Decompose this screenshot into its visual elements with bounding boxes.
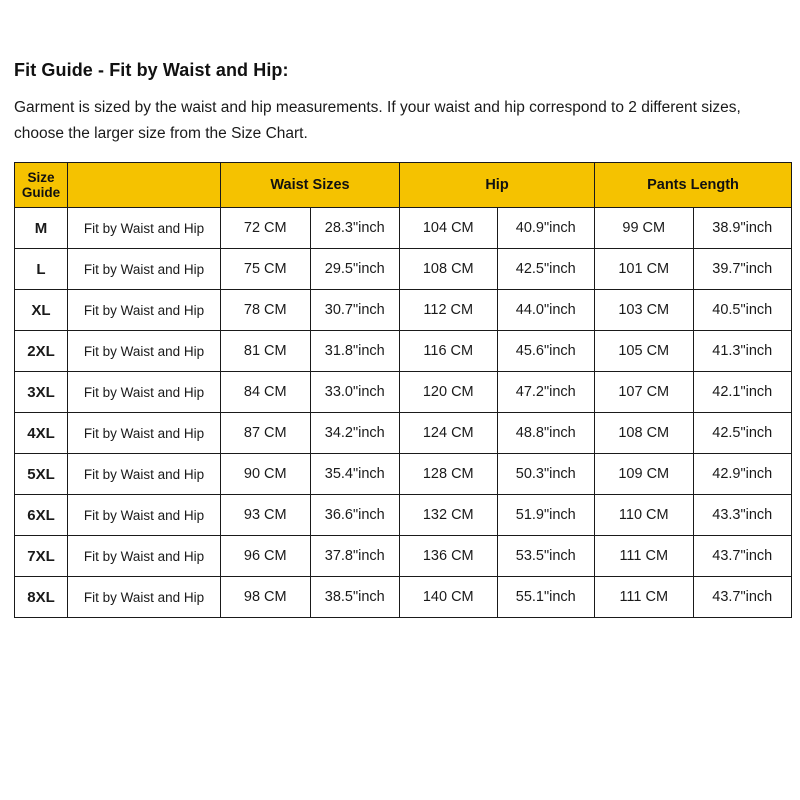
table-row	[15, 413, 792, 454]
cell-length	[595, 249, 792, 290]
cell-hip-inch: 42.5"inch	[515, 261, 576, 278]
cell-hip	[400, 372, 595, 413]
cell-length-inch: 42.9"inch	[712, 466, 773, 483]
cell-fit-description: Fit by Waist and Hip	[68, 577, 221, 618]
cell-size: 2XL	[15, 331, 68, 372]
cell-length-inch: 42.1"inch	[712, 384, 773, 401]
header-blank	[68, 163, 221, 208]
cell-length	[595, 536, 792, 577]
table-row	[15, 495, 792, 536]
header-hip: Hip	[400, 163, 595, 208]
cell-size: L	[15, 249, 68, 290]
cell-hip-cm: 140 CM	[400, 577, 498, 617]
cell-waist	[221, 331, 400, 372]
cell-length-cm: 110 CM	[595, 495, 694, 535]
cell-length-inch: 40.5"inch	[712, 302, 773, 319]
cell-waist-inch: 35.4"inch	[324, 466, 385, 483]
cell-size: 7XL	[15, 536, 68, 577]
cell-hip-cm: 136 CM	[400, 536, 498, 576]
cell-waist	[221, 249, 400, 290]
cell-length-cm: 111 CM	[595, 577, 694, 617]
table-row	[15, 290, 792, 331]
cell-hip	[400, 577, 595, 618]
cell-hip	[400, 454, 595, 495]
table-row	[15, 208, 792, 249]
cell-length-inch: 42.5"inch	[712, 425, 773, 442]
cell-length	[595, 454, 792, 495]
cell-waist	[221, 454, 400, 495]
cell-size: 6XL	[15, 495, 68, 536]
cell-length-cm: 101 CM	[595, 249, 694, 289]
cell-waist-inch: 33.0"inch	[324, 384, 385, 401]
cell-fit-description: Fit by Waist and Hip	[68, 495, 221, 536]
cell-length-cm: 105 CM	[595, 331, 694, 371]
cell-length	[595, 290, 792, 331]
cell-waist-cm: 93 CM	[221, 495, 311, 535]
cell-hip-cm: 112 CM	[400, 290, 498, 330]
cell-fit-description: Fit by Waist and Hip	[68, 413, 221, 454]
cell-hip-cm: 124 CM	[400, 413, 498, 453]
table-row	[15, 372, 792, 413]
cell-size: 8XL	[15, 577, 68, 618]
cell-size: 5XL	[15, 454, 68, 495]
cell-waist-cm: 96 CM	[221, 536, 311, 576]
cell-length	[595, 495, 792, 536]
cell-fit-description: Fit by Waist and Hip	[68, 372, 221, 413]
cell-hip-cm: 108 CM	[400, 249, 498, 289]
cell-length-inch: 38.9"inch	[712, 220, 773, 237]
cell-waist-cm: 84 CM	[221, 372, 311, 412]
cell-length-cm: 108 CM	[595, 413, 694, 453]
cell-waist	[221, 290, 400, 331]
cell-length-inch: 39.7"inch	[712, 261, 773, 278]
size-chart-table	[14, 162, 792, 618]
cell-hip-inch: 47.2"inch	[515, 384, 576, 401]
cell-waist-cm: 90 CM	[221, 454, 311, 494]
cell-waist	[221, 208, 400, 249]
cell-length-inch: 43.7"inch	[712, 589, 773, 606]
cell-length-cm: 107 CM	[595, 372, 694, 412]
header-size-guide: Size Guide	[15, 163, 68, 208]
cell-waist-cm: 98 CM	[221, 577, 311, 617]
header-pants-length: Pants Length	[595, 163, 792, 208]
cell-fit-description: Fit by Waist and Hip	[68, 536, 221, 577]
cell-length-inch: 43.3"inch	[712, 507, 773, 524]
cell-hip-cm: 116 CM	[400, 331, 498, 371]
cell-fit-description: Fit by Waist and Hip	[68, 331, 221, 372]
cell-hip-inch: 51.9"inch	[515, 507, 576, 524]
cell-length-cm: 109 CM	[595, 454, 694, 494]
cell-size: M	[15, 208, 68, 249]
cell-length-cm: 103 CM	[595, 290, 694, 330]
cell-hip	[400, 413, 595, 454]
cell-hip-cm: 132 CM	[400, 495, 498, 535]
cell-waist-inch: 30.7"inch	[324, 302, 385, 319]
cell-waist-cm: 72 CM	[221, 208, 311, 248]
cell-length-cm: 111 CM	[595, 536, 694, 576]
cell-waist-inch: 28.3"inch	[324, 220, 385, 237]
cell-waist-inch: 34.2"inch	[324, 425, 385, 442]
intro-paragraph: Garment is sized by the waist and hip measurements. If your waist and hip correspond to 2 different sizes, choose the larger size from the Size Chart.	[14, 99, 741, 142]
cell-waist-inch: 38.5"inch	[324, 589, 385, 606]
cell-length	[595, 413, 792, 454]
cell-waist	[221, 577, 400, 618]
cell-hip-cm: 128 CM	[400, 454, 498, 494]
cell-hip	[400, 208, 595, 249]
cell-hip-inch: 44.0"inch	[515, 302, 576, 319]
cell-length	[595, 208, 792, 249]
cell-hip-inch: 55.1"inch	[515, 589, 576, 606]
cell-waist-inch: 37.8"inch	[324, 548, 385, 565]
cell-size: 3XL	[15, 372, 68, 413]
cell-waist-cm: 87 CM	[221, 413, 311, 453]
cell-length	[595, 577, 792, 618]
table-row	[15, 536, 792, 577]
cell-hip	[400, 536, 595, 577]
table-row	[15, 577, 792, 618]
cell-waist	[221, 495, 400, 536]
header-row	[15, 163, 792, 208]
cell-fit-description: Fit by Waist and Hip	[68, 454, 221, 495]
page-title: Fit Guide - Fit by Waist and Hip:	[14, 60, 289, 80]
cell-hip	[400, 249, 595, 290]
cell-hip-inch: 48.8"inch	[515, 425, 576, 442]
cell-waist	[221, 536, 400, 577]
cell-hip	[400, 495, 595, 536]
cell-waist-inch: 29.5"inch	[324, 261, 385, 278]
cell-hip-inch: 40.9"inch	[515, 220, 576, 237]
table-row	[15, 249, 792, 290]
cell-length-inch: 43.7"inch	[712, 548, 773, 565]
cell-length-inch: 41.3"inch	[712, 343, 773, 360]
header-waist-sizes: Waist Sizes	[221, 163, 400, 208]
table-body	[15, 208, 792, 618]
cell-fit-description: Fit by Waist and Hip	[68, 208, 221, 249]
cell-fit-description: Fit by Waist and Hip	[68, 249, 221, 290]
cell-waist-inch: 36.6"inch	[324, 507, 385, 524]
cell-hip-inch: 50.3"inch	[515, 466, 576, 483]
cell-waist-cm: 75 CM	[221, 249, 311, 289]
cell-waist	[221, 372, 400, 413]
cell-hip-inch: 45.6"inch	[515, 343, 576, 360]
table-header	[15, 163, 792, 208]
cell-hip	[400, 290, 595, 331]
cell-hip-cm: 104 CM	[400, 208, 498, 248]
cell-size: 4XL	[15, 413, 68, 454]
cell-length	[595, 372, 792, 413]
cell-waist-inch: 31.8"inch	[324, 343, 385, 360]
cell-fit-description: Fit by Waist and Hip	[68, 290, 221, 331]
cell-waist-cm: 78 CM	[221, 290, 311, 330]
cell-size: XL	[15, 290, 68, 331]
cell-hip-cm: 120 CM	[400, 372, 498, 412]
cell-waist	[221, 413, 400, 454]
table-row	[15, 454, 792, 495]
table-row	[15, 331, 792, 372]
cell-hip-inch: 53.5"inch	[515, 548, 576, 565]
cell-waist-cm: 81 CM	[221, 331, 311, 371]
cell-length	[595, 331, 792, 372]
cell-length-cm: 99 CM	[595, 208, 694, 248]
cell-hip	[400, 331, 595, 372]
